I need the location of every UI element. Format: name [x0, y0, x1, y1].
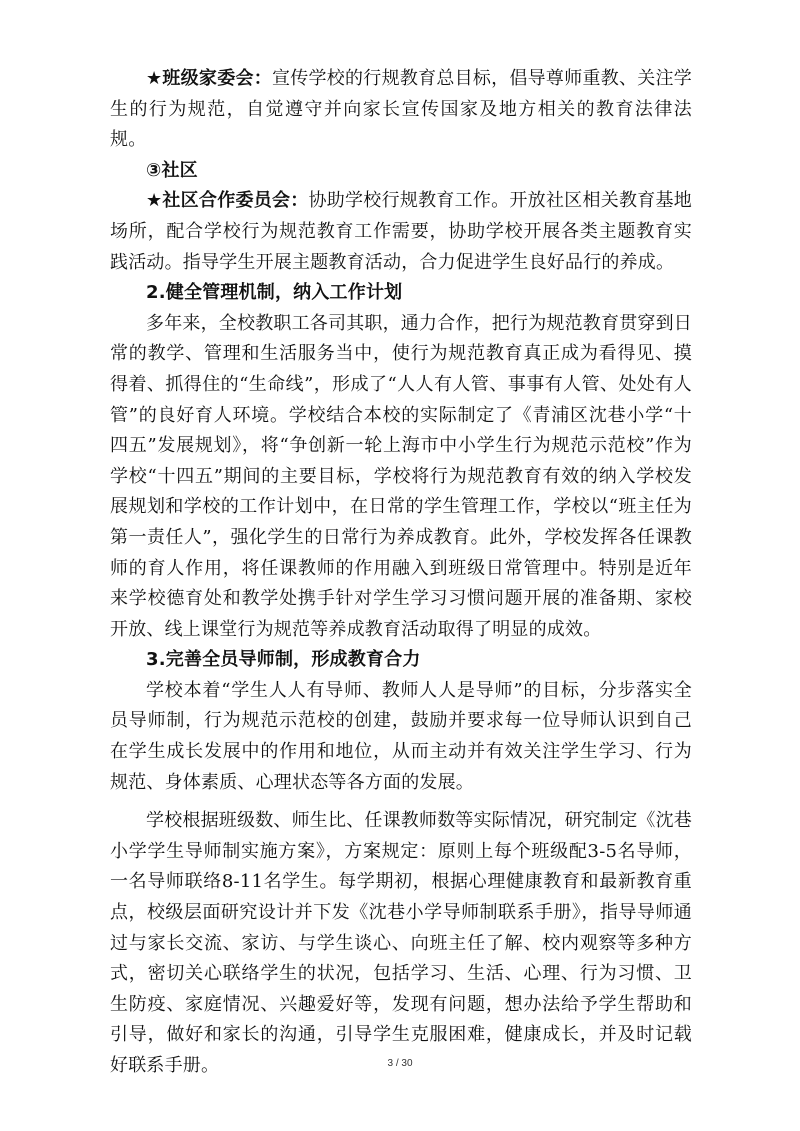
page-number: 3 / 30	[387, 1058, 413, 1069]
section-community: ③社区	[146, 159, 198, 181]
heading-management-mechanism: 2.健全管理机制，纳入工作计划	[146, 282, 403, 304]
document-body	[110, 64, 692, 1082]
heading-mentor-system: 3.完善全员导师制，形成教育合力	[146, 649, 421, 671]
paragraph-class-parent-committee	[110, 64, 692, 156]
community-committee-text: 协助学校行规教育工作。开放社区相关教育基地场所，配合学校行为规范教育工作需要，协助学校开展各类主题教育实践活动。指导学生开展主题教育活动，合力促进学生良好品行的养成。	[110, 190, 692, 273]
class-parent-committee-heading: ★班级家委会：	[146, 68, 272, 89]
community-committee-heading: ★社区合作委员会：	[146, 190, 309, 212]
class-parent-committee-text: 宣传学校的行规教育总目标，倡导尊师重教、关注学生的行为规范，自觉遵守并向家长宣传国家及地方相关的教育法律法规。	[110, 68, 692, 151]
paragraph-management: 多年来，全校教职工各司其职，通力合作，把行为规范教育贯穿到日常的教学、管理和生活服务当中，使行为规范教育真正成为看得见、摸得着、抓得住的“生命线”，形成了“人人有人管、事事有人管、处处有人管”的良好育人环境。学校结合本校的实际制定了《青浦区沈巷小学“十四五”发展规划》，将“争创新一轮上海市中小学生行为规范示范校”作为学校“十四五”期间的主要目标，学校将行为规范教育有效的纳入学校发展规划和学校的工作计划中，在日常的学生管理工作，学校以“班主任为第一责任人”，强化学生的日常行为养成教育。此外，学校发挥各任课教师的育人作用，将任课教师的作用融入到班级日常管理中。特别是近年来学校德育处和教学处携手针对学生学习习惯问题开展的准备期、家校开放、线上课堂行为规范等养成教育活动取得了明显的成效。	[110, 312, 692, 640]
paragraph-mentor-goal: 学校本着“学生人人有导师、教师人人是导师”的目标，分步落实全员导师制，行为规范示范校的创建，鼓励并要求每一位导师认识到自己在学生成长发展中的作用和地位，从而主动并有效关注学生学习、行为规范、身体素质、心理状态等各方面的发展。	[110, 679, 692, 793]
paragraph-community-committee	[110, 186, 692, 278]
paragraph-mentor-plan: 学校根据班级数、师生比、任课教师数等实际情况，研究制定《沈巷小学学生导师制实施方案》，方案规定：原则上每个班级配3-5名导师，一名导师联络8-11名学生。每学期初，根据心理健康教育和最新教育重点，校级层面研究设计并下发《沈巷小学导师制联系手册》，指导导师通过与家长交流、家访、与学生谈心、向班主任了解、校内观察等多种方式，密切关心联络学生的状况，包括学习、生活、心理、行为习惯、卫生防疫、家庭情况、兴趣爱好等，发现有问题，想办法给予学生帮助和引导，做好和家长的沟通，引导学生克服困难，健康成长，并及时记载好联系手册。	[110, 810, 692, 1076]
paragraph-gap	[110, 798, 692, 806]
